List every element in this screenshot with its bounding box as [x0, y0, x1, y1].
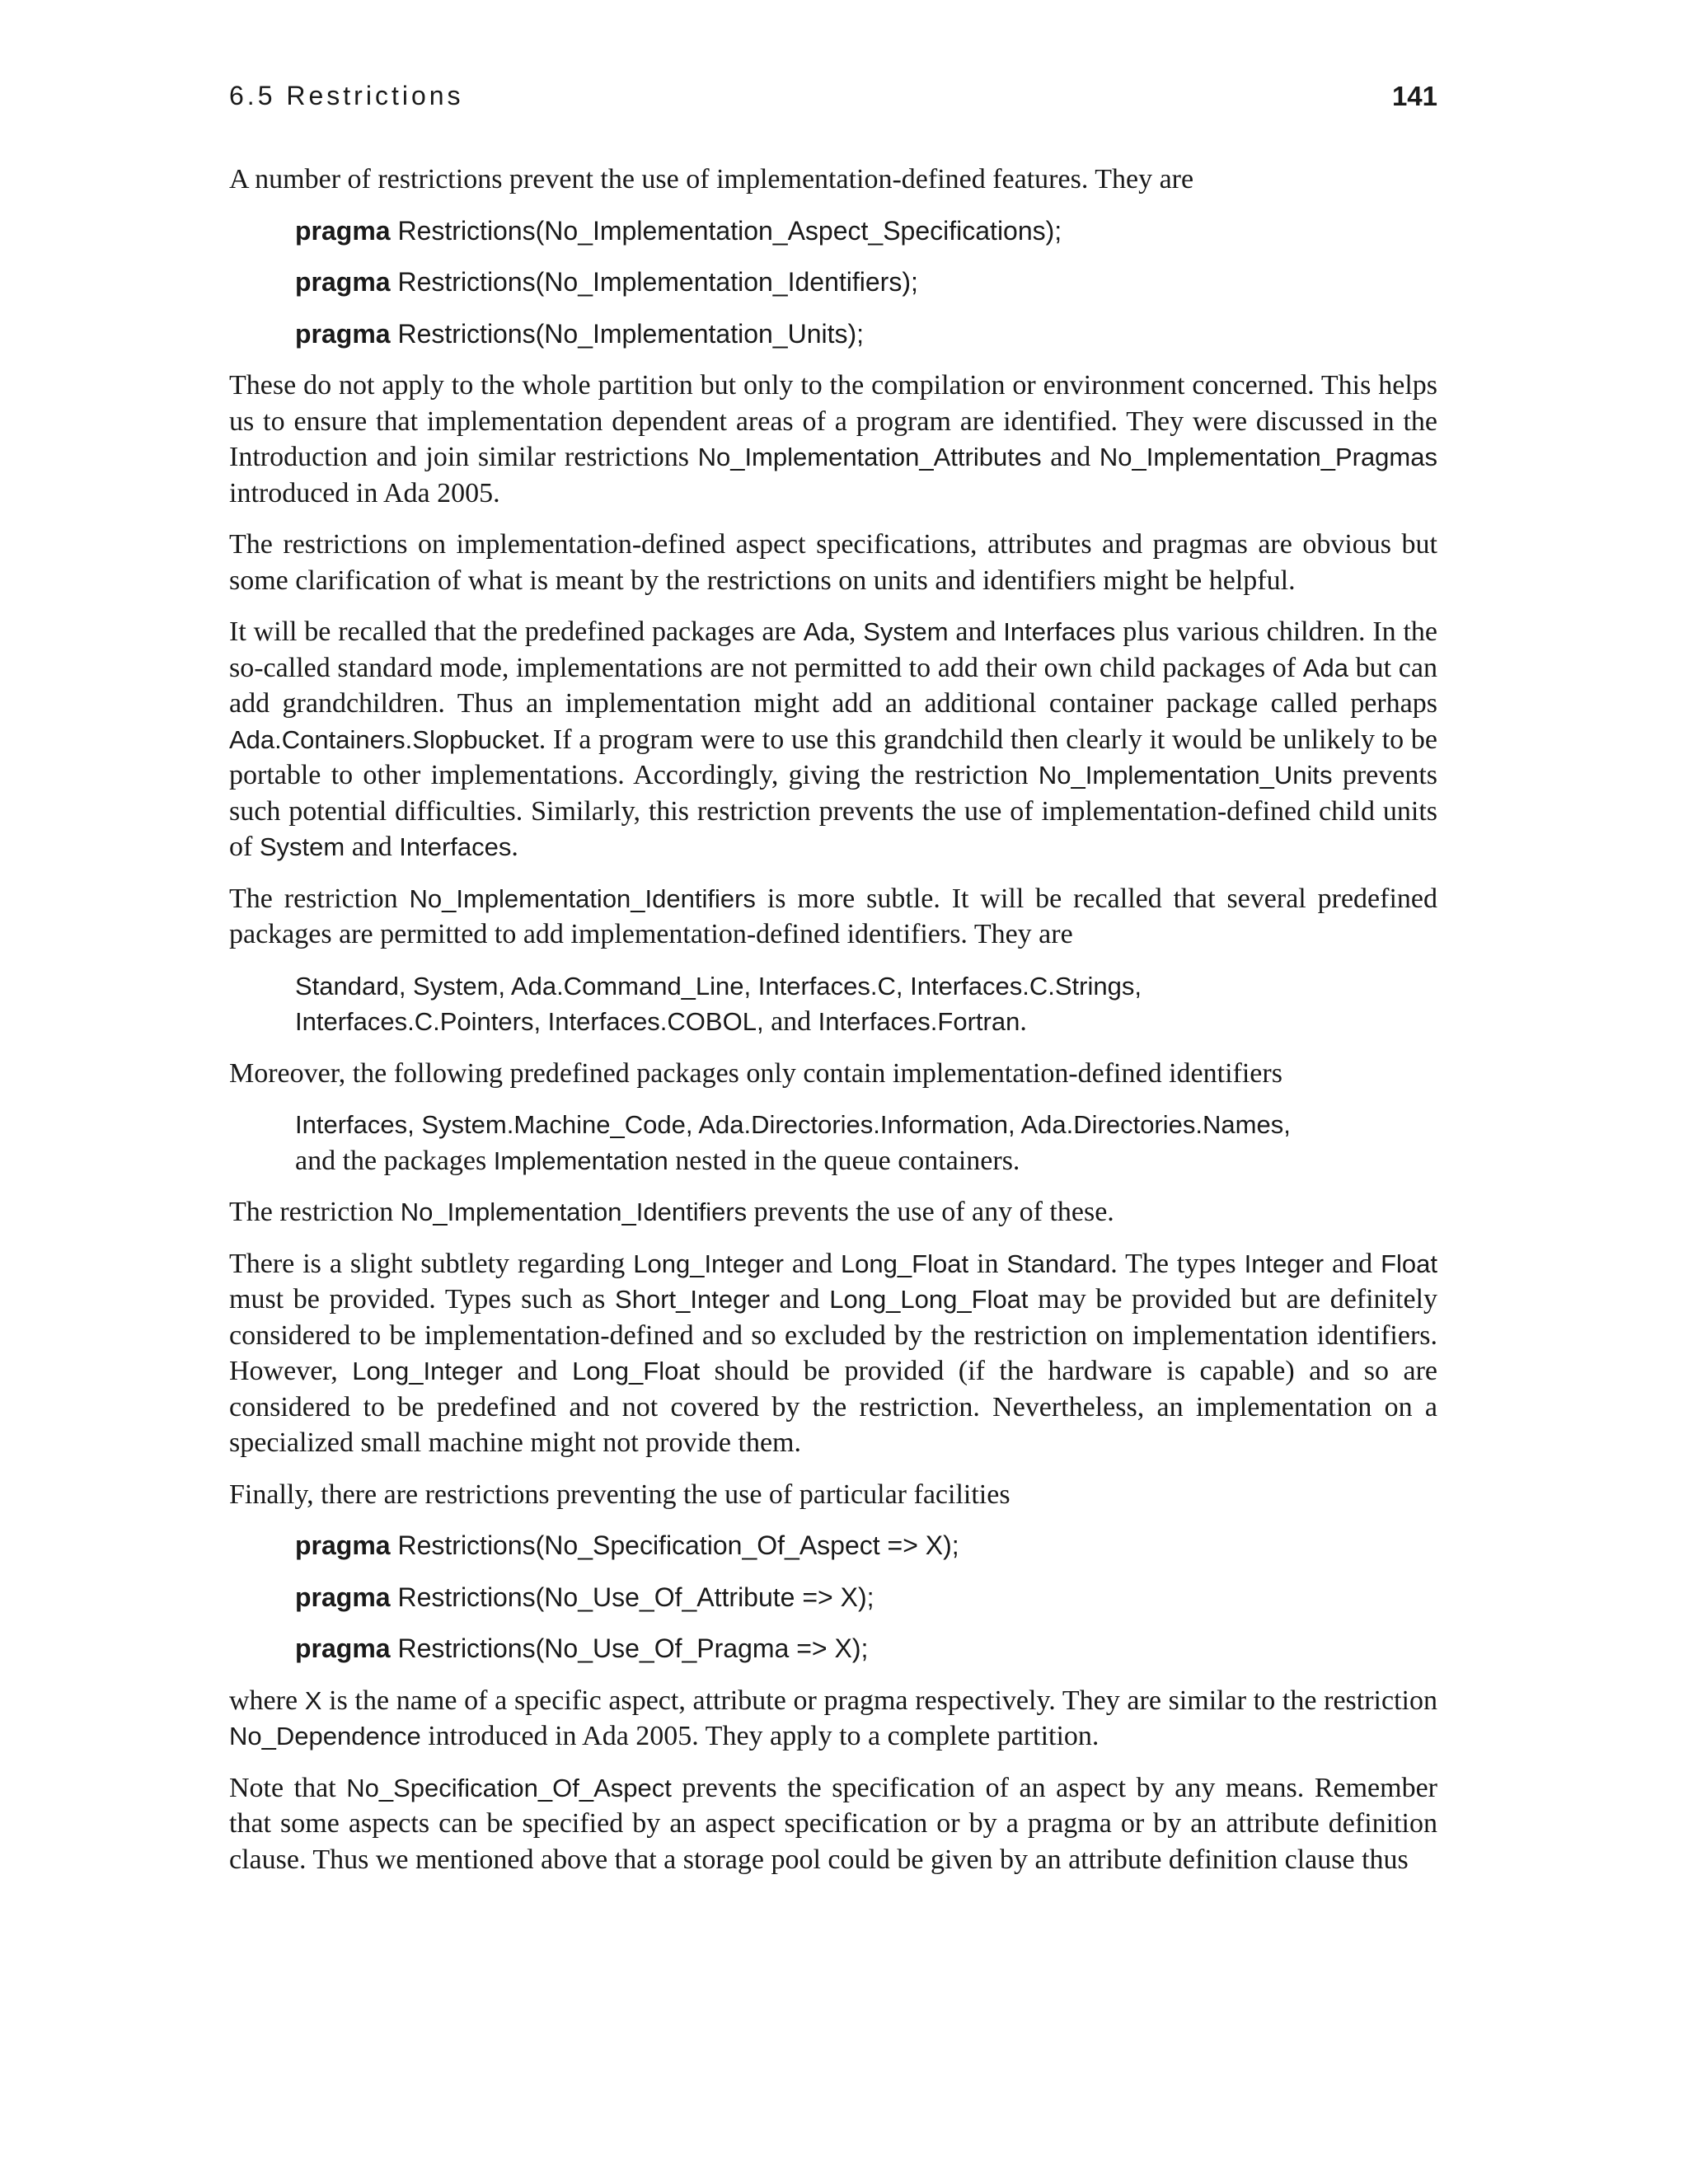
text-run: where — [229, 1685, 305, 1716]
code-line — [295, 1580, 1437, 1616]
paragraph — [229, 1194, 1437, 1230]
code-keyword: pragma — [295, 318, 391, 349]
page-number: 141 — [1391, 81, 1437, 111]
code-text: Restrictions(No_Implementation_Units); — [397, 318, 865, 349]
code-text: Restrictions(No_Implementation_Identifiers); — [397, 267, 918, 297]
paragraph: The restrictions on implementation-defined aspect specifications, attributes and pragmas are obvious but some clarification of what is meant by the restrictions on units and identifiers might be helpful. — [229, 529, 1437, 596]
text-run: prevents the use of any of these. — [747, 1197, 1114, 1227]
code-line — [295, 1631, 1437, 1667]
code-text: Restrictions(No_Implementation_Aspect_Specifications); — [397, 215, 1062, 246]
text-run: nested in the queue containers. — [668, 1145, 1020, 1176]
text-run: and — [502, 1356, 573, 1386]
code-line — [295, 213, 1437, 250]
package-list — [295, 968, 1437, 1040]
text-run: may be provided but are definitely considered to be implementation-defined and so excluded by the restriction on implementation identifiers. However, — [229, 1284, 1437, 1386]
code-identifier: Long_Float — [572, 1357, 701, 1385]
code-keyword: pragma — [295, 1530, 391, 1560]
running-header — [229, 81, 1437, 117]
paragraph — [229, 1246, 1437, 1461]
text-run: plus various children. In the so-called standard mode, implementations are not permitted to add their own child packages of — [229, 616, 1438, 683]
text-run: must be provided. Types such as — [229, 1284, 616, 1315]
code-identifier: System — [259, 832, 345, 861]
code-identifier: Short_Integer — [615, 1285, 770, 1314]
text-run: and — [769, 1284, 830, 1315]
code-text: Restrictions(No_Use_Of_Attribute => X); — [397, 1582, 874, 1612]
paragraph: A number of restrictions prevent the use of implementation-defined features. They are — [229, 164, 1194, 194]
text-run: prevents the specification of an aspect by any means. Remember that some aspects can be specified by an aspect specification or by a pragma or by an attribute definition clause. Thus we mentioned above that a storage pool could be given by an attribute definition clause thus — [229, 1772, 1438, 1875]
code-identifier: No_Implementation_Identifiers — [400, 1197, 748, 1226]
text-run: and — [763, 1006, 818, 1037]
page-body — [229, 162, 1437, 1893]
text-run: . If a program were to use this grandchild then clearly it would be unlikely to be portable to other implementations. Accordingly, giving the restriction — [229, 724, 1437, 790]
text-run: . — [1020, 1006, 1027, 1037]
paragraph — [229, 614, 1437, 865]
text-run: Note that — [229, 1772, 347, 1803]
code-identifier: Integer — [1244, 1249, 1325, 1278]
code-identifier: Standard — [1006, 1249, 1111, 1278]
code-identifier: No_Specification_Of_Aspect — [346, 1773, 672, 1802]
code-line — [295, 1528, 1437, 1564]
code-identifier: System — [863, 617, 949, 646]
text-run: in — [968, 1248, 1007, 1279]
code-identifier: Float — [1381, 1249, 1438, 1278]
code-line — [295, 265, 1437, 301]
code-identifier: No_Implementation_Identifiers — [409, 883, 756, 913]
code-identifier: Standard, System, Ada.Command_Line, Interfaces.C, Interfaces.C.Strings, — [295, 971, 1142, 1001]
text-run: should be provided (if the hardware is capable) and so are considered to be predefined and not covered by the restriction. Nevertheless, an implementation on a specialized small machine might not provide them. — [229, 1356, 1438, 1458]
text-run: and — [1324, 1248, 1381, 1279]
text-run: but can add grandchildren. Thus an implementation might add an additional container package called perhaps — [229, 652, 1437, 719]
text-run: and — [783, 1248, 841, 1279]
code-identifier: Long_Integer — [352, 1357, 503, 1385]
paragraph — [229, 368, 1437, 511]
text-run: It will be recalled that the predefined packages are — [229, 616, 804, 647]
paragraph: Moreover, the following predefined packages only contain implementation-defined identifiers — [229, 1057, 1282, 1089]
code-keyword: pragma — [295, 1633, 391, 1663]
code-identifier: X — [304, 1685, 322, 1715]
text-run: and the packages — [295, 1145, 494, 1176]
paragraph — [229, 881, 1437, 953]
paragraph: Finally, there are restrictions preventing the use of particular facilities — [229, 1479, 1010, 1510]
code-text: Restrictions(No_Use_Of_Pragma => X); — [397, 1633, 869, 1663]
code-identifier: No_Dependence — [229, 1722, 421, 1750]
code-identifier: Long_Float — [840, 1249, 969, 1278]
code-identifier: No_Implementation_Attributes — [697, 443, 1042, 471]
text-run: There is a slight subtlety regarding — [229, 1248, 634, 1279]
code-identifier: Interfaces — [399, 832, 512, 861]
code-keyword: pragma — [295, 215, 391, 246]
code-identifier: Ada — [1302, 653, 1348, 682]
code-identifier: Implementation — [493, 1146, 668, 1175]
code-keyword: pragma — [295, 1582, 391, 1612]
text-run: introduced in Ada 2005. They apply to a complete partition. — [420, 1721, 1100, 1751]
code-text: Restrictions(No_Specification_Of_Aspect => X); — [397, 1530, 959, 1560]
code-identifier: Interfaces — [1003, 617, 1116, 646]
section-title: 6.5 Restrictions — [229, 81, 464, 110]
paragraph — [229, 1770, 1437, 1878]
code-line — [295, 316, 1437, 353]
code-identifier: Long_Long_Float — [829, 1285, 1029, 1314]
text-run: and — [345, 832, 400, 862]
text-run: introduced in Ada 2005. — [229, 477, 500, 509]
text-run: and — [1041, 442, 1100, 472]
text-run: . — [511, 832, 518, 862]
code-identifier: Ada — [803, 617, 849, 646]
code-identifier: Interfaces.C.Pointers, Interfaces.COBOL, — [295, 1007, 764, 1036]
text-run: and — [948, 616, 1004, 647]
text-run: is the name of a specific aspect, attribute or pragma respectively. They are similar to the restriction — [321, 1685, 1437, 1716]
code-identifier: Long_Integer — [633, 1249, 784, 1278]
code-identifier: Interfaces, System.Machine_Code, Ada.Directories.Information, Ada.Directories.Names, — [295, 1110, 1291, 1139]
text-run: . The types — [1110, 1248, 1245, 1279]
text-run: The restriction — [229, 883, 410, 914]
text-run: These do not apply to the whole partition but only to the compilation or environment concerned. This helps us to ensure that implementation dependent areas of a program are identified. They were discussed in the Introduction and join similar restrictions — [229, 370, 1437, 472]
text-run: , — [848, 616, 864, 647]
code-identifier: No_Implementation_Units — [1038, 761, 1333, 790]
code-identifier: Ada.Containers.Slopbucket — [229, 724, 539, 754]
code-keyword: pragma — [295, 267, 391, 297]
code-identifier: Interfaces.Fortran — [818, 1007, 1020, 1036]
paragraph — [229, 1683, 1437, 1755]
package-list — [295, 1107, 1437, 1179]
text-run: prevents such potential difficulties. Similarly, this restriction prevents the use of implementation-defined child units of — [229, 760, 1438, 862]
code-identifier: No_Implementation_Pragmas — [1099, 443, 1437, 471]
text-run: The restriction — [229, 1197, 401, 1227]
text-run: is more subtle. It will be recalled that several predefined packages are permitted to add implementation-defined identifiers. They are — [229, 883, 1438, 949]
